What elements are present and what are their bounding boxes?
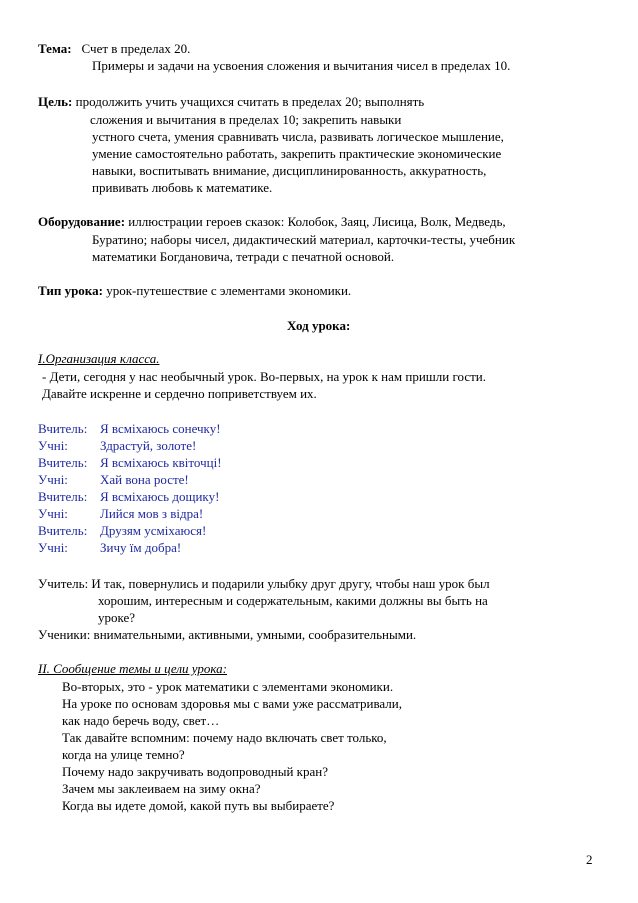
section-2-heading: II. Сообщение темы и цели урока: xyxy=(38,661,227,676)
dialog-line xyxy=(38,455,222,471)
dialog-line xyxy=(38,489,219,505)
goal-text-1: продолжить учить учащихся считать в пределах 20; выполнять xyxy=(75,94,425,109)
dialog-line xyxy=(38,506,203,522)
dialog-speaker: Учні: xyxy=(38,438,68,453)
section-2-text-6: Почему надо закручивать водопроводный кран? xyxy=(62,764,328,779)
section-2-text-4: Так давайте вспомним: почему надо включать свет только, xyxy=(62,730,387,745)
page-number: 2 xyxy=(586,852,593,867)
dialog-text: Лийся мов з відра! xyxy=(100,506,204,521)
dialog-text: Я всміхаюсь квіточці! xyxy=(100,455,222,470)
goal-text-5: навыки, воспитывать внимание, дисциплинированность, аккуратность, xyxy=(92,163,487,178)
goal-text-6: прививать любовь к математике. xyxy=(92,180,273,195)
topic-title: Счет в пределах 20. xyxy=(81,41,191,56)
dialog-speaker: Учні: xyxy=(38,506,68,521)
students-line: Ученики: внимательными, активными, умными, сообразительными. xyxy=(38,627,417,642)
lesson-type-label: Тип урока: xyxy=(38,283,103,298)
dialog-text: Я всміхаюсь дощику! xyxy=(100,489,220,504)
goal-label: Цель: xyxy=(38,94,73,109)
equipment-text-2: Буратино; наборы чисел, дидактический материал, карточки-тесты, учебник xyxy=(92,232,516,247)
dialog-line xyxy=(38,421,221,437)
dialog-speaker: Вчитель: xyxy=(38,421,88,436)
section-2-text-1: Во-вторых, это - урок математики с элементами экономики. xyxy=(62,679,394,694)
section-2-text-3: как надо беречь воду, свет… xyxy=(62,713,220,728)
goal-text-2: сложения и вычитания в пределах 10; закрепить навыки xyxy=(90,112,402,127)
section-2-text-8: Когда вы идете домой, какой путь вы выбираете? xyxy=(62,798,335,813)
teacher-line-1: Учитель: И так, повернулись и подарили улыбку друг другу, чтобы наш урок был xyxy=(38,576,490,591)
section-2-text-7: Зачем мы заклеиваем на зиму окна? xyxy=(62,781,261,796)
dialog-text: Хай вона росте! xyxy=(100,472,189,487)
dialog-speaker: Вчитель: xyxy=(38,523,88,538)
dialog-text: Я всміхаюсь сонечку! xyxy=(100,421,221,436)
section-1-text-2: Давайте искренне и сердечно поприветствуем их. xyxy=(42,386,317,401)
course-heading: Ход урока: xyxy=(287,318,351,333)
section-1-text-1: - Дети, сегодня у нас необычный урок. Во-первых, на урок к нам пришли гости. xyxy=(42,369,486,384)
goal-line-1 xyxy=(38,94,424,110)
lesson-type-value: урок-путешествие с элементами экономики. xyxy=(106,283,352,298)
topic-line-1 xyxy=(38,41,190,57)
section-1-heading: I.Организация класса. xyxy=(38,351,160,366)
equipment-label: Оборудование: xyxy=(38,214,126,229)
goal-text-4: умение самостоятельно работать, закрепить практические экономические xyxy=(92,146,502,161)
equipment-text-1: иллюстрации героев сказок: Колобок, Заяц, Лисица, Волк, Медведь, xyxy=(128,214,506,229)
dialog-line xyxy=(38,472,189,488)
lesson-type-line xyxy=(38,283,351,299)
topic-line-2: Примеры и задачи на усвоения сложения и вычитания чисел в пределах 10. xyxy=(92,58,511,73)
dialog-speaker: Вчитель: xyxy=(38,455,88,470)
dialog-text: Зичу їм добра! xyxy=(100,540,182,555)
dialog-speaker: Учні: xyxy=(38,472,68,487)
dialog-speaker: Учні: xyxy=(38,540,68,555)
section-2-text-2: На уроке по основам здоровья мы с вами уже рассматривали, xyxy=(62,696,402,711)
dialog-line xyxy=(38,540,181,556)
dialog-line xyxy=(38,523,206,539)
goal-text-3: устного счета, умения сравнивать числа, развивать логическое мышление, xyxy=(92,129,504,144)
topic-label: Тема: xyxy=(38,41,72,56)
equipment-line-1 xyxy=(38,214,506,230)
teacher-line-2: хорошим, интересным и содержательным, какими должны вы быть на xyxy=(98,593,488,608)
equipment-text-3: математики Богдановича, тетради с печатной основой. xyxy=(92,249,395,264)
dialog-text: Здрастуй, золоте! xyxy=(100,438,197,453)
dialog-text: Друзям усміхаюся! xyxy=(100,523,207,538)
section-2-text-5: когда на улице темно? xyxy=(62,747,185,762)
dialog-speaker: Вчитель: xyxy=(38,489,88,504)
dialog-line xyxy=(38,438,196,454)
teacher-line-3: уроке? xyxy=(98,610,136,625)
